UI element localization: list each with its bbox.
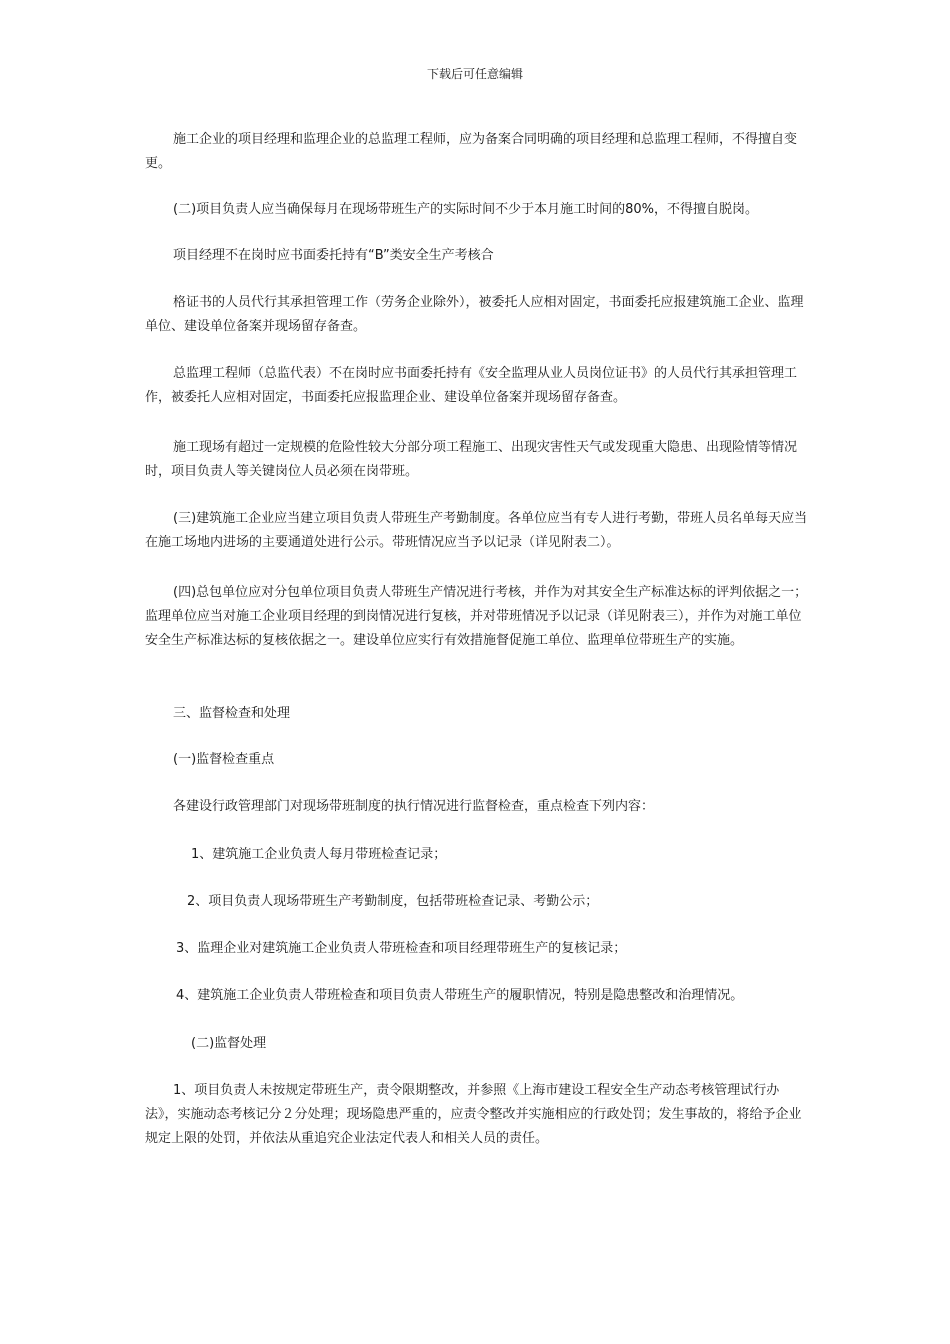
list-item: 1、建筑施工企业负责人每月带班检查记录； [191, 847, 447, 862]
paragraph: 总监理工程师（总监代表）不在岗时应书面委托持有《安全监理从业人员岗位证书》的人员代行其承担管理工作，被委托人应相对固定，书面委托应报监理企业、建设单位备案并现场留存备查。 [145, 366, 798, 405]
paragraph: (四)总包单位应对分包单位项目负责人带班生产情况进行考核，并作为对其安全生产标准达标的评判依据之一；监理单位应当对施工企业项目经理的到岗情况进行复核，并对带班情况予以记录（详见附表三），并作为对施工单位安全生产标准达标的复核依据之一。建设单位应实行有效措施督促施工单位、监理单位带班生产的实施。 [145, 585, 808, 648]
paragraph: 项目经理不在岗时应书面委托持有“B”类安全生产考核合 [173, 248, 494, 263]
paragraph: 格证书的人员代行其承担管理工作（劳务企业除外），被委托人应相对固定，书面委托应报建筑施工企业、监理单位、建设单位备案并现场留存备查。 [145, 295, 804, 334]
subsection-heading: (二)监督处理 [191, 1036, 267, 1051]
paragraph: 1、项目负责人未按规定带班生产，责令限期整改，并参照《上海市建设工程安全生产动态考核管理试行办法》，实施动态考核记分２分处理；现场隐患严重的，应责令整改并实施相应的行政处罚；发生事故的，将给予企业规定上限的处罚，并依法从重追究企业法定代表人和相关人员的责任。 [145, 1083, 802, 1146]
paragraph: (二)项目负责人应当确保每月在现场带班生产的实际时间不少于本月施工时间的80%，不得擅自脱岗。 [173, 202, 759, 217]
list-item: 4、建筑施工企业负责人带班检查和项目负责人带班生产的履职情况，特别是隐患整改和治理情况。 [176, 988, 744, 1003]
paragraph: 各建设行政管理部门对现场带班制度的执行情况进行监督检查，重点检查下列内容： [173, 799, 655, 814]
paragraph: 施工现场有超过一定规模的危险性较大分部分项工程施工、出现灾害性天气或发现重大隐患、出现险情等情况时，项目负责人等关键岗位人员必须在岗带班。 [145, 440, 798, 479]
paragraph: 施工企业的项目经理和监理企业的总监理工程师，应为备案合同明确的项目经理和总监理工程师，不得擅自变更。 [145, 132, 798, 171]
paragraph: (三)建筑施工企业应当建立项目负责人带班生产考勤制度。各单位应当有专人进行考勤，带班人员名单每天应当在施工场地内进场的主要通道处进行公示。带班情况应当予以记录（详见附表二）。 [145, 511, 808, 550]
subsection-heading: (一)监督检查重点 [173, 752, 275, 767]
page-header: 下载后可任意编辑 [426, 67, 523, 81]
list-item: 3、监理企业对建筑施工企业负责人带班检查和项目经理带班生产的复核记录； [176, 941, 627, 956]
section-heading: 三、监督检查和处理 [173, 706, 291, 721]
list-item: 2、项目负责人现场带班生产考勤制度，包括带班检查记录、考勤公示； [187, 894, 599, 909]
